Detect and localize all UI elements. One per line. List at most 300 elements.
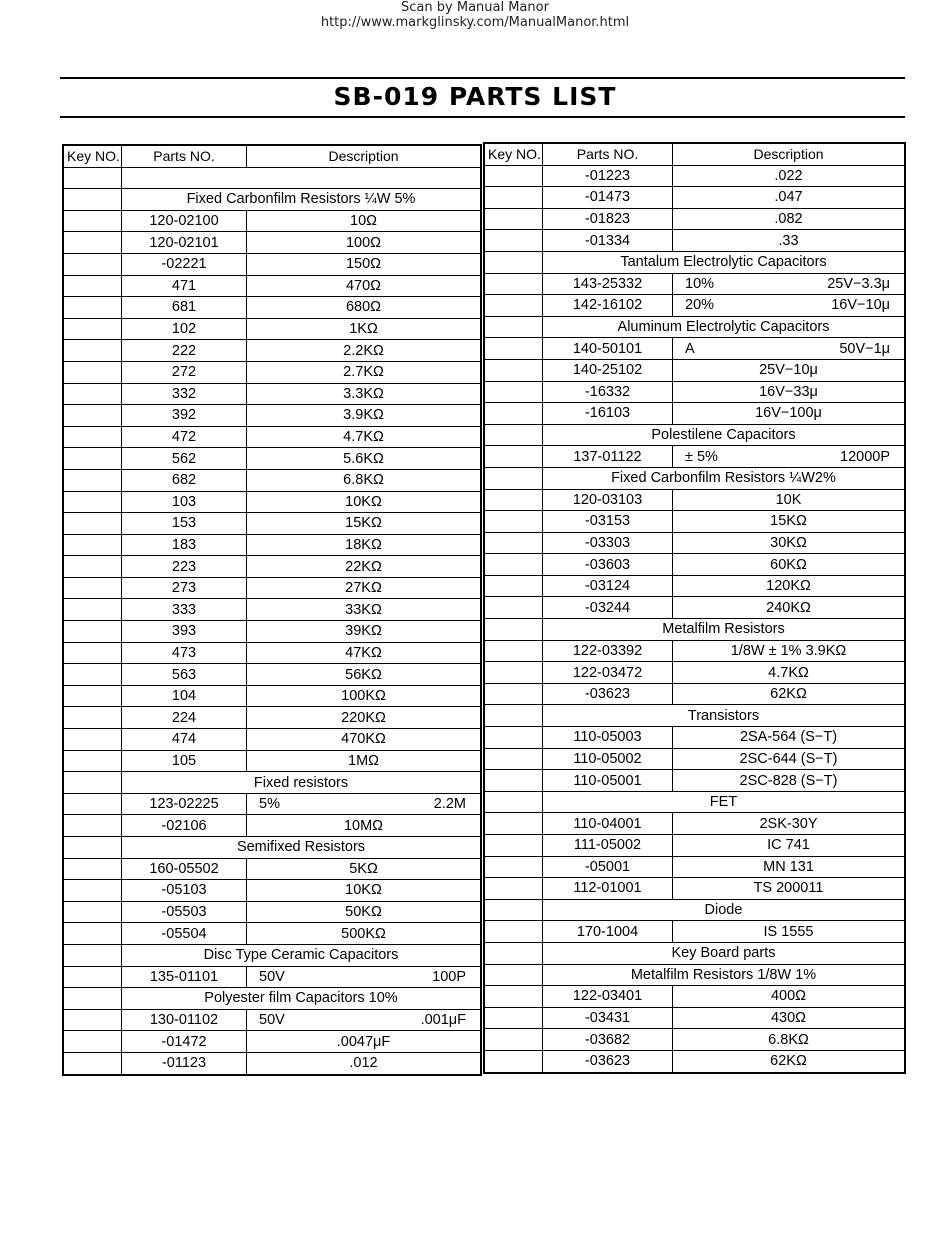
table-row	[485, 1050, 905, 1072]
description-split	[677, 297, 900, 313]
description-cell: 4.7KΩ	[673, 662, 905, 684]
description-cell: 18KΩ	[247, 534, 481, 556]
description-split	[251, 969, 476, 985]
description-cell: 240KΩ	[673, 597, 905, 619]
description-cell: 25V−10μ	[673, 359, 905, 381]
part-number-cell: 563	[122, 664, 247, 686]
left-table-body	[64, 167, 481, 1074]
description-cell: 470Ω	[247, 275, 481, 297]
part-number-cell: 473	[122, 642, 247, 664]
section-row	[485, 964, 905, 986]
header-key-no: Key NO.	[485, 144, 543, 166]
header-key-no: Key NO.	[64, 146, 122, 168]
table-row	[64, 577, 481, 599]
key-no-cell	[64, 534, 122, 556]
key-no-cell	[485, 338, 543, 360]
description-cell: 6.8KΩ	[673, 1029, 905, 1051]
description-value: 25V−3.3μ	[827, 275, 890, 292]
description-cell: 2.7KΩ	[247, 361, 481, 383]
section-row	[64, 944, 481, 966]
key-no-cell	[64, 880, 122, 902]
description-value: 16V−10μ	[831, 297, 890, 314]
description-cell: 50KΩ	[247, 901, 481, 923]
description-spec: A	[685, 340, 695, 357]
description-cell: 470KΩ	[247, 729, 481, 751]
part-number-cell: -05103	[122, 880, 247, 902]
top-rule	[60, 77, 905, 79]
part-number-cell: 104	[122, 685, 247, 707]
description-cell: 100Ω	[247, 232, 481, 254]
description-cell: 120KΩ	[673, 575, 905, 597]
description-cell	[673, 446, 905, 468]
part-number-cell: 122-03472	[543, 662, 673, 684]
part-number-cell: 112-01001	[543, 878, 673, 900]
header-description: Description	[247, 146, 481, 168]
section-row	[485, 467, 905, 489]
description-cell: 5KΩ	[247, 858, 481, 880]
part-number-cell: -01123	[122, 1052, 247, 1074]
description-cell: .082	[673, 208, 905, 230]
description-cell	[247, 1009, 481, 1031]
description-cell: .012	[247, 1052, 481, 1074]
part-number-cell: 110-05002	[543, 748, 673, 770]
key-no-cell	[64, 1009, 122, 1031]
part-number-cell: 103	[122, 491, 247, 513]
key-no-cell	[485, 467, 543, 489]
description-split	[677, 276, 900, 292]
key-no-cell	[485, 208, 543, 230]
description-cell	[247, 966, 481, 988]
table-row	[485, 835, 905, 857]
description-cell: 1/8W ± 1% 3.9KΩ	[673, 640, 905, 662]
table-row	[64, 901, 481, 923]
description-cell: .022	[673, 165, 905, 187]
table-row	[485, 683, 905, 705]
key-no-cell	[485, 295, 543, 317]
description-cell: .047	[673, 187, 905, 209]
part-number-cell: -05503	[122, 901, 247, 923]
description-cell: 16V−33μ	[673, 381, 905, 403]
table-row	[64, 426, 481, 448]
description-cell: TS 200011	[673, 878, 905, 900]
part-number-cell: 122-03392	[543, 640, 673, 662]
key-no-cell	[485, 532, 543, 554]
key-no-cell	[64, 621, 122, 643]
table-row	[485, 662, 905, 684]
key-no-cell	[64, 923, 122, 945]
key-no-cell	[64, 189, 122, 211]
section-row	[64, 772, 481, 794]
section-row	[485, 619, 905, 641]
description-cell: 5.6KΩ	[247, 448, 481, 470]
key-no-cell	[64, 599, 122, 621]
header-description: Description	[673, 144, 905, 166]
key-no-cell	[485, 230, 543, 252]
description-cell	[673, 295, 905, 317]
key-no-cell	[485, 575, 543, 597]
part-number-cell: 273	[122, 577, 247, 599]
part-number-cell: -03124	[543, 575, 673, 597]
table-row	[64, 815, 481, 837]
key-no-cell	[64, 340, 122, 362]
description-cell	[673, 273, 905, 295]
section-row	[485, 705, 905, 727]
description-value: 12000P	[840, 448, 890, 465]
key-no-cell	[485, 424, 543, 446]
key-no-cell	[64, 448, 122, 470]
table-row	[485, 554, 905, 576]
key-no-cell	[485, 1029, 543, 1051]
description-cell: .33	[673, 230, 905, 252]
table-row	[64, 750, 481, 772]
table-header-row	[485, 144, 905, 166]
table-row	[64, 642, 481, 664]
description-cell: 47KΩ	[247, 642, 481, 664]
table-row	[64, 232, 481, 254]
table-row	[485, 381, 905, 403]
table-row	[64, 664, 481, 686]
table-row	[64, 513, 481, 535]
key-no-cell	[64, 815, 122, 837]
header-parts-no: Parts NO.	[543, 144, 673, 166]
section-row	[485, 424, 905, 446]
description-cell: 10K	[673, 489, 905, 511]
key-no-cell	[485, 683, 543, 705]
description-cell: 30KΩ	[673, 532, 905, 554]
scan-credit-line: Scan by Manual Manor	[401, 0, 549, 15]
description-cell: 62KΩ	[673, 1050, 905, 1072]
part-number-cell: 123-02225	[122, 793, 247, 815]
key-no-cell	[64, 383, 122, 405]
part-number-cell: 135-01101	[122, 966, 247, 988]
key-no-cell	[485, 554, 543, 576]
key-no-cell	[485, 727, 543, 749]
description-cell: 10MΩ	[247, 815, 481, 837]
table-row	[485, 575, 905, 597]
description-cell: MN 131	[673, 856, 905, 878]
key-no-cell	[485, 251, 543, 273]
part-number-cell: 272	[122, 361, 247, 383]
key-no-cell	[485, 1050, 543, 1072]
part-number-cell: 160-05502	[122, 858, 247, 880]
table-row	[64, 340, 481, 362]
section-heading: Metalfilm Resistors	[543, 619, 905, 641]
part-number-cell: -01473	[543, 187, 673, 209]
key-no-cell	[64, 837, 122, 859]
key-no-cell	[64, 642, 122, 664]
description-cell	[247, 793, 481, 815]
key-no-cell	[485, 791, 543, 813]
section-row	[485, 316, 905, 338]
description-cell: 15KΩ	[673, 511, 905, 533]
part-number-cell: 105	[122, 750, 247, 772]
key-no-cell	[64, 513, 122, 535]
table-row	[64, 210, 481, 232]
part-number-cell: -03431	[543, 1007, 673, 1029]
description-cell: 6.8KΩ	[247, 469, 481, 491]
description-spec: 50V	[259, 968, 285, 985]
section-row	[485, 942, 905, 964]
description-cell: 1MΩ	[247, 750, 481, 772]
table-row	[485, 208, 905, 230]
description-split	[677, 449, 900, 465]
description-cell: IS 1555	[673, 921, 905, 943]
key-no-cell	[485, 511, 543, 533]
table-row	[64, 793, 481, 815]
table-row	[485, 295, 905, 317]
table-row	[485, 187, 905, 209]
part-number-cell: 153	[122, 513, 247, 535]
key-no-cell	[485, 165, 543, 187]
section-heading: Fixed Carbonfilm Resistors ¼W2%	[543, 467, 905, 489]
table-row	[64, 729, 481, 751]
key-no-cell	[64, 729, 122, 751]
table-row	[64, 534, 481, 556]
part-number-cell: -01223	[543, 165, 673, 187]
section-row	[64, 988, 481, 1010]
header-parts-no: Parts NO.	[122, 146, 247, 168]
part-number-cell: 332	[122, 383, 247, 405]
key-no-cell	[485, 942, 543, 964]
description-cell: 400Ω	[673, 986, 905, 1008]
key-no-cell	[485, 316, 543, 338]
table-row	[485, 511, 905, 533]
section-row	[485, 899, 905, 921]
description-cell: 220KΩ	[247, 707, 481, 729]
key-no-cell	[64, 858, 122, 880]
part-number-cell: 333	[122, 599, 247, 621]
part-number-cell: 474	[122, 729, 247, 751]
table-row	[64, 1031, 481, 1053]
key-no-cell	[485, 964, 543, 986]
part-number-cell: 392	[122, 405, 247, 427]
table-row	[64, 599, 481, 621]
description-cell: 150Ω	[247, 253, 481, 275]
key-no-cell	[64, 901, 122, 923]
part-number-cell: 137-01122	[543, 446, 673, 468]
part-number-cell: 140-50101	[543, 338, 673, 360]
part-number-cell: -03682	[543, 1029, 673, 1051]
key-no-cell	[64, 556, 122, 578]
table-row	[485, 532, 905, 554]
section-heading: Tantalum Electrolytic Capacitors	[543, 251, 905, 273]
scan-credit-url: http://www.markglinsky.com/ManualManor.html	[320, 15, 630, 30]
part-number-cell: -02106	[122, 815, 247, 837]
table-row	[64, 1009, 481, 1031]
description-cell: 2.2KΩ	[247, 340, 481, 362]
section-heading: Key Board parts	[543, 942, 905, 964]
description-cell: 16V−100μ	[673, 403, 905, 425]
description-value: 2.2M	[433, 796, 466, 813]
key-no-cell	[485, 748, 543, 770]
section-heading: Disc Type Ceramic Capacitors	[122, 944, 481, 966]
key-no-cell	[485, 619, 543, 641]
key-no-cell	[485, 359, 543, 381]
table-row	[485, 770, 905, 792]
description-cell: 4.7KΩ	[247, 426, 481, 448]
description-cell: IC 741	[673, 835, 905, 857]
key-no-cell	[64, 966, 122, 988]
section-heading: Diode	[543, 899, 905, 921]
part-number-cell: -03244	[543, 597, 673, 619]
key-no-cell	[485, 921, 543, 943]
section-heading: Transistors	[543, 705, 905, 727]
part-number-cell: -03623	[543, 1050, 673, 1072]
part-number-cell: -05001	[543, 856, 673, 878]
key-no-cell	[485, 187, 543, 209]
part-number-cell: 111-05002	[543, 835, 673, 857]
table-header-row	[64, 146, 481, 168]
description-value: .001μF	[420, 1012, 466, 1029]
table-row	[485, 597, 905, 619]
description-cell: 2SC-644 (S−T)	[673, 748, 905, 770]
table-row	[64, 448, 481, 470]
key-no-cell	[485, 597, 543, 619]
key-no-cell	[485, 813, 543, 835]
key-no-cell	[485, 446, 543, 468]
part-number-cell: 393	[122, 621, 247, 643]
description-cell: 430Ω	[673, 1007, 905, 1029]
section-row	[485, 251, 905, 273]
key-no-cell	[64, 491, 122, 513]
part-number-cell: 120-02101	[122, 232, 247, 254]
part-number-cell: 681	[122, 297, 247, 319]
key-no-cell	[485, 835, 543, 857]
part-number-cell: 102	[122, 318, 247, 340]
description-cell: 2SK-30Y	[673, 813, 905, 835]
part-number-cell: 562	[122, 448, 247, 470]
description-split	[251, 1012, 476, 1028]
table-row	[64, 383, 481, 405]
table-row	[485, 856, 905, 878]
part-number-cell: 223	[122, 556, 247, 578]
key-no-cell	[485, 899, 543, 921]
table-row	[485, 165, 905, 187]
part-number-cell: -01823	[543, 208, 673, 230]
table-row	[64, 297, 481, 319]
key-no-cell	[64, 1031, 122, 1053]
description-split	[251, 796, 476, 812]
part-number-cell: 120-02100	[122, 210, 247, 232]
right-table-body	[485, 165, 905, 1072]
key-no-cell	[64, 405, 122, 427]
description-value: 50V−1μ	[839, 340, 890, 357]
part-number-cell: -02221	[122, 253, 247, 275]
description-cell: 2SC-828 (S−T)	[673, 770, 905, 792]
part-number-cell: 130-01102	[122, 1009, 247, 1031]
table-row	[64, 491, 481, 513]
key-no-cell	[485, 878, 543, 900]
table-row	[64, 556, 481, 578]
part-number-cell: 110-05003	[543, 727, 673, 749]
key-no-cell	[64, 707, 122, 729]
key-no-cell	[64, 232, 122, 254]
description-cell: 3.3KΩ	[247, 383, 481, 405]
table-row	[485, 727, 905, 749]
key-no-cell	[64, 318, 122, 340]
table-row	[485, 813, 905, 835]
table-row	[64, 253, 481, 275]
part-number-cell: 122-03401	[543, 986, 673, 1008]
key-no-cell	[64, 685, 122, 707]
part-number-cell: -01334	[543, 230, 673, 252]
part-number-cell: 143-25332	[543, 273, 673, 295]
description-cell: 60KΩ	[673, 554, 905, 576]
table-row	[64, 275, 481, 297]
key-no-cell	[485, 403, 543, 425]
description-cell: 10KΩ	[247, 880, 481, 902]
description-spec: 10%	[685, 275, 715, 292]
part-number-cell: -03303	[543, 532, 673, 554]
table-row	[64, 923, 481, 945]
key-no-cell	[485, 986, 543, 1008]
part-number-cell: -03603	[543, 554, 673, 576]
key-no-cell	[64, 944, 122, 966]
key-no-cell	[64, 988, 122, 1010]
description-cell: 680Ω	[247, 297, 481, 319]
part-number-cell: 471	[122, 275, 247, 297]
key-no-cell	[485, 856, 543, 878]
key-no-cell	[64, 1052, 122, 1074]
description-cell: 10Ω	[247, 210, 481, 232]
part-number-cell: 224	[122, 707, 247, 729]
key-no-cell	[485, 705, 543, 727]
right-parts-table	[483, 142, 906, 1074]
table-row	[64, 880, 481, 902]
table-row	[485, 878, 905, 900]
table-row	[64, 685, 481, 707]
description-cell: 62KΩ	[673, 683, 905, 705]
section-heading: Polestilene Capacitors	[543, 424, 905, 446]
description-cell: 27KΩ	[247, 577, 481, 599]
description-cell: 100KΩ	[247, 685, 481, 707]
key-no-cell	[64, 772, 122, 794]
table-row	[64, 621, 481, 643]
description-cell: 39KΩ	[247, 621, 481, 643]
table-row	[485, 446, 905, 468]
part-number-cell: 682	[122, 469, 247, 491]
key-no-cell	[485, 640, 543, 662]
table-row	[64, 1052, 481, 1074]
description-cell: 15KΩ	[247, 513, 481, 535]
table-row	[485, 338, 905, 360]
description-spec: 50V	[259, 1012, 285, 1029]
table-row	[485, 748, 905, 770]
title-rule	[60, 116, 905, 118]
description-spec: 5%	[259, 796, 280, 813]
table-row	[485, 489, 905, 511]
key-no-cell	[485, 273, 543, 295]
key-no-cell	[64, 297, 122, 319]
section-heading: Fixed resistors	[122, 772, 481, 794]
key-no-cell	[64, 210, 122, 232]
key-no-cell	[64, 793, 122, 815]
table-row	[485, 359, 905, 381]
part-number-cell: 170-1004	[543, 921, 673, 943]
part-number-cell: 183	[122, 534, 247, 556]
table-row	[64, 966, 481, 988]
description-cell: 2SA-564 (S−T)	[673, 727, 905, 749]
section-heading: Metalfilm Resistors 1/8W 1%	[543, 964, 905, 986]
table-row	[485, 921, 905, 943]
table-row	[64, 318, 481, 340]
table-row	[64, 469, 481, 491]
table-row	[64, 405, 481, 427]
table-row	[64, 858, 481, 880]
key-no-cell	[64, 361, 122, 383]
description-cell: 33KΩ	[247, 599, 481, 621]
key-no-cell	[485, 1007, 543, 1029]
